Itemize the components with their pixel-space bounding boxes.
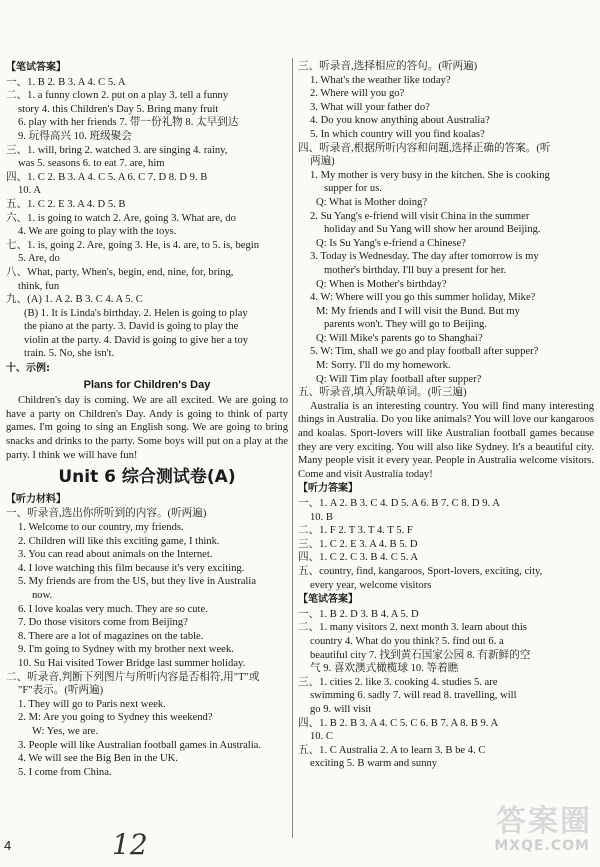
left-line: 6. play with her friends 7. 带一份礼物 8. 太早到达 (18, 117, 239, 129)
right-line: 10. C (310, 731, 333, 743)
left-line: 3. People will like Australian football games in Australia. (18, 739, 262, 751)
left-line: 2. Children will like this exciting game, I think. (18, 535, 220, 547)
right-line: 四、1. B 2. B 3. A 4. C 5. C 6. B 7. A 8. B 9. A (298, 717, 499, 729)
right-line: 三、听录音,选择相应的答句。(听两遍) (298, 61, 478, 72)
left-line: (B) 1. It is Linda's birthday. 2. Helen is going to play (24, 307, 248, 319)
left-line: Plans for Children's Day (83, 378, 211, 391)
right-line: 二、1. F 2. T 3. T 4. T 5. F (298, 525, 413, 537)
left-line: 10. Su Hai visited Tower Bridge last summer holiday. (18, 657, 246, 669)
left-line: now. (32, 589, 53, 601)
right-line: 【听力答案】 (298, 483, 358, 495)
right-line: 5. In which country will you find koalas? (310, 128, 485, 140)
column-divider (292, 58, 293, 838)
left-line: 5. I come from China. (18, 766, 112, 778)
right-line: 四、1. C 2. C 3. B 4. C 5. A (298, 552, 419, 564)
right-line: every year, welcome visitors (310, 579, 432, 591)
right-line: 4. W: Where will you go this summer holiday, Mike? (310, 292, 536, 304)
right-line: 1. My mother is very busy in the kitchen. She is cooking (310, 169, 550, 181)
left-line: "F"表示。(听两遍) (18, 685, 104, 697)
left-line: 9. 玩得高兴 10. 班级聚会 (18, 130, 132, 142)
right-line: M: My friends and I will visit the Bund. But my (316, 305, 520, 317)
left-line: 4. We will see the Big Ben in the UK. (18, 753, 178, 765)
right-line: 5. W: Tim, shall we go and play football after supper? (310, 346, 539, 358)
left-line: 5. My friends are from the US, but they live in Australia (18, 576, 257, 588)
left-line: 10. A (18, 185, 41, 197)
watermark-site: MXQE.COM (494, 838, 590, 854)
left-line: 二、听录音,判断下列图片与所听内容是否相符,用"T"或 (6, 671, 260, 683)
right-line: 五、country, find, kangaroos, Sport-lovers, exciting, city, (298, 565, 543, 577)
right-line: swimming 6. sadly 7. will read 8. travelling, will (310, 690, 517, 702)
right-line: Q: What is Mother doing? (316, 196, 428, 208)
left-line: train. 5. No, she isn't. (24, 348, 115, 360)
left-line: 一、1. B 2. B 3. A 4. C 5. A (6, 76, 126, 88)
left-line: 4. We are going to play with the toys. (18, 226, 177, 238)
right-line: 3. What will your father do? (310, 101, 430, 113)
left-line: 1. Welcome to our country, my friends. (18, 522, 184, 533)
left-line: 5. Are, do (18, 253, 60, 265)
left-line: Children's day is coming. We are all excited. We are going to have a party on Children's Day. Andy is going to think of party games. I'm going to sing an English song. We are going to bring snacks and drinks to the party. Some boys will put on a play at the party. I think we will have fun! (6, 395, 288, 461)
left-line: think, fun (18, 280, 60, 292)
right-line: 一、1. A 2. B 3. C 4. D 5. A 6. B 7. C 8. D 9. A (298, 498, 500, 509)
left-line: story 4. this Children's Day 5. Bring many fruit (18, 103, 219, 115)
right-line: 2. Where will you go? (310, 88, 405, 100)
right-line: 两遍) (310, 156, 335, 168)
right-line: supper for us. (324, 183, 382, 195)
left-line: 一、听录音,选出你所听到的内容。(听两遍) (6, 508, 207, 520)
left-line: 八、What, party, When's, begin, end, nine, for, bring, (6, 266, 234, 278)
left-line: 2. M: Are you going to Sydney this weekend? (18, 712, 213, 724)
left-line: the piano at the party. 3. David is going to play the (24, 321, 239, 333)
watermark-logo: 答案圈 (496, 804, 592, 839)
right-line: exciting 5. B warm and sunny (310, 758, 438, 770)
right-line: 四、听录音,根据所听内容和问题,选择正确的答案。(听 (298, 142, 551, 154)
left-line: 九、(A) 1. A 2. B 3. C 4. A 5. C (6, 294, 143, 306)
left-line: 六、1. is going to watch 2. Are, going 3. What are, do (6, 212, 236, 224)
right-line: Q: When is Mother's birthday? (316, 278, 447, 290)
right-line: 气 9. 喜欢澳式橄榄球 10. 等着瞧 (310, 663, 459, 675)
left-line: Unit 6 综合测试卷(A) (58, 467, 236, 488)
left-line: 3. You can read about animals on the Internet. (18, 549, 213, 561)
left-line: 七、1. is, going 2. Are, going 3. He, is 4. are, to 5. is, begin (6, 239, 260, 251)
right-line: 4. Do you know anything about Australia? (310, 115, 490, 127)
left-line: violin at the party. 4. David is going to give her a toy (24, 334, 249, 346)
right-column (298, 60, 594, 771)
right-line: 五、1. C Australia 2. A to learn 3. B be 4. C (298, 744, 486, 756)
right-line: mother's birthday. I'll buy a present for her. (324, 264, 507, 276)
right-line: Q: Will Mike's parents go to Shanghai? (316, 332, 483, 344)
left-line: 【笔试答案】 (6, 62, 66, 73)
left-line: 1. They will go to Paris next week. (18, 698, 166, 710)
right-line: 10. B (310, 511, 333, 523)
right-line: parents won't. They will go to Beijing. (324, 319, 487, 331)
right-line: 3. Today is Wednesday. The day after tomorrow is my (310, 251, 539, 263)
right-line: 二、1. many visitors 2. next month 3. learn about this (298, 622, 527, 634)
right-line: 一、1. B 2. D 3. B 4. A 5. D (298, 608, 419, 620)
left-line: 4. I love watching this film because it's very exciting. (18, 562, 245, 574)
page-number: 4 (4, 838, 12, 853)
left-line: 8. There are a lot of magazines on the table. (18, 630, 204, 642)
left-line: 四、1. C 2. B 3. A 4. C 5. A 6. C 7. D 8. D 9. B (6, 171, 208, 183)
left-line: 十、示例: (6, 363, 50, 375)
left-line: 6. I love koalas very much. They are so cute. (18, 603, 208, 615)
right-line: 1. What's the weather like today? (310, 74, 451, 86)
left-line: W: Yes, we are. (32, 725, 99, 737)
left-line: 二、1. a funny clown 2. put on a play 3. tell a funny (6, 90, 229, 102)
right-line: 五、听录音,填入所缺单词。(听三遍) (298, 387, 467, 399)
left-line: 三、1. will, bring 2. watched 3. are singing 4. rainy, (6, 144, 228, 156)
right-line: 【笔试答案】 (298, 594, 358, 606)
right-line: 2. Su Yang's e-friend will visit China in the summer (310, 210, 530, 222)
left-line: 9. I'm going to Sydney with my brother next week. (18, 644, 234, 656)
left-column (6, 60, 288, 779)
left-line: 【听力材料】 (6, 493, 66, 505)
handwritten-number: 12 (112, 828, 148, 861)
right-line: country 4. What do you think? 5. find out 6. a (310, 635, 504, 647)
right-line: M: Sorry. I'll do my homework. (316, 360, 451, 372)
right-line: Q: Will Tim play football after supper? (316, 373, 482, 385)
right-line: holiday and Su Yang will show her around Beijing. (324, 224, 541, 236)
right-line: 三、1. cities 2. like 3. cooking 4. studies 5. are (298, 676, 498, 688)
right-line: Q: Is Su Yang's e-friend a Chinese? (316, 237, 466, 249)
right-line: Australia is an interesting country. You will find many interesting things in Australia. Do you like animals? You will love our kangaroos and koalas. Sport-lovers will like Australian football games because they are very exciting. You will also like Sydney. It's a beautiful city. Many people visit it every year. People in Australia welcome visitors. Come and visit Australia today! (298, 400, 594, 480)
right-line: 三、1. C 2. E 3. A 4. B 5. D (298, 538, 418, 550)
right-line: beautiful city 7. 找到黄石国家公园 8. 有新鲜的空 (310, 649, 531, 661)
right-line: go 9. will visit (310, 703, 372, 715)
left-line: was 5. seasons 6. to eat 7. are, him (18, 158, 165, 170)
left-line: 7. Do those visitors come from Beijing? (18, 617, 188, 629)
left-line: 五、1. C 2. E 3. A 4. D 5. B (6, 198, 126, 210)
